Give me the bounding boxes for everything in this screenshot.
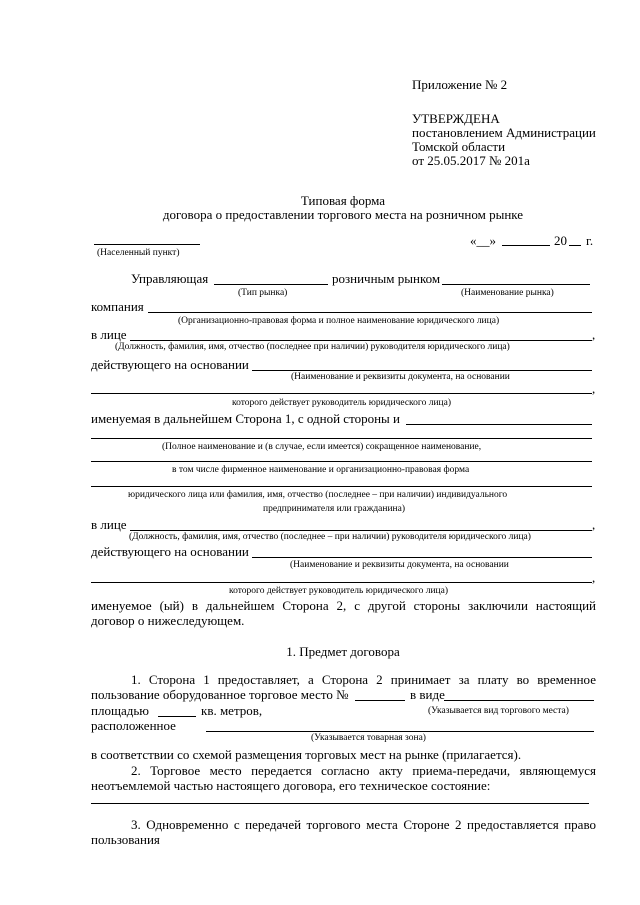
p3-line-2: пользования: [91, 832, 160, 847]
acting2-comma: ,: [592, 570, 596, 585]
doc-caption-1: (Наименование и реквизиты документа, на основании: [291, 372, 510, 382]
org-caption: (Организационно-правовая форма и полное наименование юридического лица): [178, 316, 500, 326]
place-kind-blank: [444, 700, 594, 701]
name-caption-1: (Полное наименование и (в случае, если имеется) сокращенное наименование,: [162, 442, 482, 452]
doc2-caption-2: которого действует руководитель юридического лица): [229, 586, 448, 596]
place-number-blank: [355, 700, 405, 701]
acting-blank: [252, 370, 592, 371]
appendix-number: Приложение № 2: [412, 77, 508, 92]
company-blank: [148, 312, 592, 313]
date-year-suffix: г.: [586, 233, 594, 248]
acting-comma: ,: [592, 381, 596, 396]
acting2-label: действующего на основании: [91, 544, 249, 559]
date-year-prefix: 20: [554, 233, 567, 248]
p3-line-1: 3. Одновременно с передачей торгового места Стороне 2 предоставляется право: [131, 817, 596, 832]
side1-blank: [406, 424, 592, 425]
area-blank: [158, 716, 196, 717]
approved-date: от 25.05.2017 № 201а: [412, 153, 530, 168]
person2-comma: ,: [592, 517, 596, 532]
p1-zone-caption: (Указывается товарная зона): [311, 733, 426, 743]
approved-heading: УТВЕРЖДЕНА: [412, 111, 500, 126]
title-line-1: Типовая форма: [300, 193, 386, 208]
approved-by-line-2: Томской области: [412, 139, 506, 154]
doc2-caption-1: (Наименование и реквизиты документа, на основании: [290, 560, 509, 570]
person-label: в лице: [91, 327, 127, 342]
place-caption: (Населенный пункт): [97, 248, 180, 258]
person-blank: [130, 340, 592, 341]
doc-caption-2: которого действует руководитель юридического лица): [232, 398, 451, 408]
p1-line-2b: в виде: [410, 687, 445, 702]
market-name-caption: (Наименование рынка): [461, 288, 554, 298]
acting2-blank-2: [91, 582, 592, 583]
name-blank-3: [91, 486, 592, 487]
name-blank-1: [91, 438, 592, 439]
market-label: розничным рынком: [332, 271, 441, 286]
p1-located: расположенное: [91, 718, 176, 733]
zone-blank: [206, 731, 594, 732]
name-blank-2: [91, 461, 592, 462]
acting2-blank: [252, 557, 592, 558]
side2-line-1: именуемое (ый) в дальнейшем Сторона 2, с другой стороны заключили настоящий: [91, 598, 596, 613]
p1-area-unit: кв. метров,: [201, 703, 263, 718]
acting-blank-2: [91, 393, 592, 394]
p2-line-2: неотъемлемой частью настоящего договора, его техническое состояние:: [91, 778, 491, 793]
section1-heading: 1. Предмет договора: [286, 644, 400, 659]
person2-caption: (Должность, фамилия, имя, отчество (последнее – при наличии) руководителя юридического лица): [129, 532, 531, 542]
name-caption-2: в том числе фирменное наименование и организационно-правовая форма: [172, 465, 470, 475]
date-day: «__»: [470, 233, 496, 248]
acting-label: действующего на основании: [91, 357, 249, 372]
name-caption-4: предпринимателя или гражданина): [263, 504, 406, 514]
p1-area-label: площадью: [91, 703, 149, 718]
manager-label: Управляющая: [131, 271, 209, 286]
p1-scheme: в соответствии со схемой размещения торговых мест на рынке (прилагается).: [91, 747, 522, 762]
p1-line-2a: пользование оборудованное торговое место №: [91, 687, 349, 702]
title-line-2: договора о предоставлении торгового места на розничном рынке: [162, 207, 524, 222]
side2-line-2: договор о нижеследующем.: [91, 613, 245, 628]
approved-by-line-1: постановлением Администрации: [412, 125, 596, 140]
market-type-blank: [214, 284, 328, 285]
p2-line-1: 2. Торговое место передается согласно акту приема-передачи, являющемуся: [131, 763, 596, 778]
market-name-blank: [442, 284, 590, 285]
company-label: компания: [91, 299, 144, 314]
date-year-blank: [569, 245, 581, 246]
name-caption-3: юридического лица или фамилия, имя, отчество (последнее – при наличии) индивидуального: [128, 490, 508, 500]
person-caption: (Должность, фамилия, имя, отчество (последнее при наличии) руководителя юридического лица): [115, 342, 510, 352]
p1-type-caption: (Указывается вид торгового места): [428, 706, 569, 716]
person2-label: в лице: [91, 517, 127, 532]
condition-blank: [91, 803, 589, 804]
p1-line-1: 1. Сторона 1 предоставляет, а Сторона 2 принимает за плату во временное: [131, 672, 596, 687]
person-comma: ,: [592, 327, 596, 342]
place-blank: [94, 244, 200, 245]
date-month-blank: [502, 245, 550, 246]
market-type-caption: (Тип рынка): [238, 288, 288, 298]
person2-blank: [130, 530, 592, 531]
side1-text: именуемая в дальнейшем Сторона 1, с одной стороны и: [91, 411, 400, 426]
